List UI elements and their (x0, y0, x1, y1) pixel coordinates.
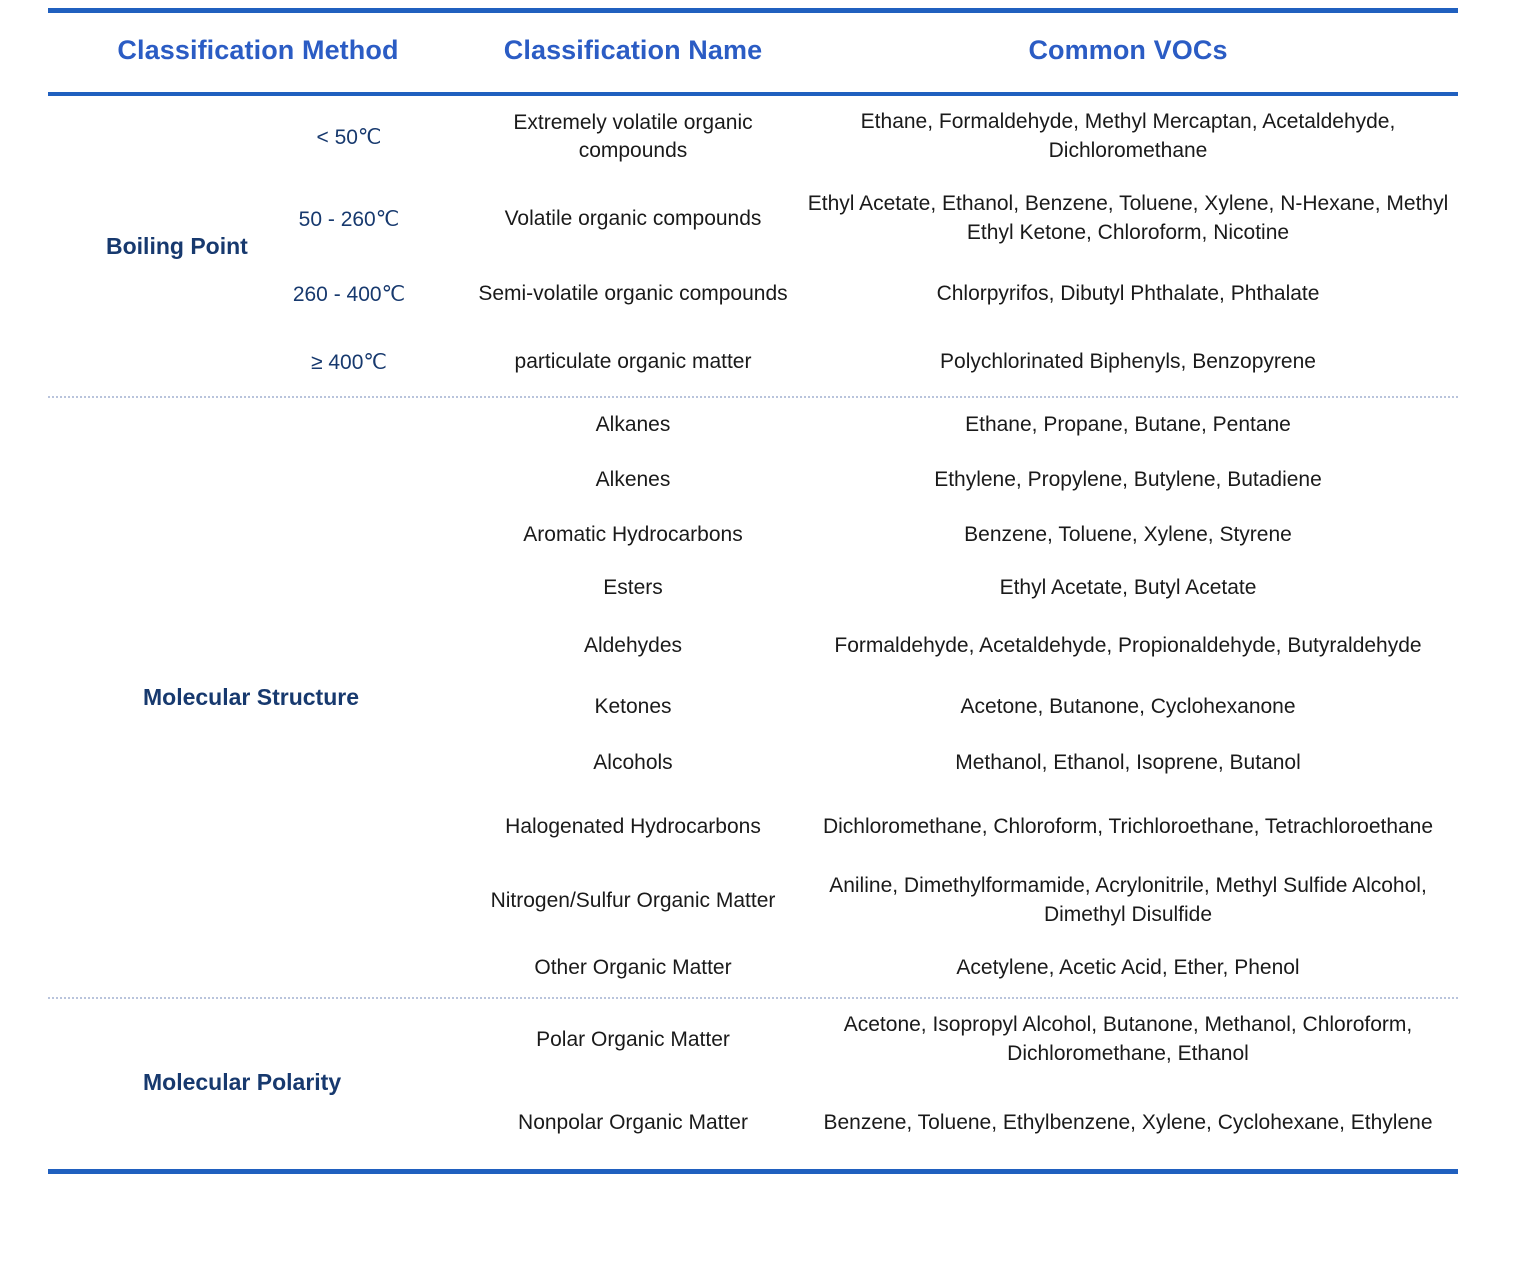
group-label-molecular-structure: Molecular Structure (143, 684, 359, 710)
classification-table (48, 13, 1458, 92)
group-molecular-structure (48, 398, 1458, 997)
classification-name: Aromatic Hydrocarbons (523, 523, 743, 547)
classification-name: Polar Organic Matter (536, 1027, 730, 1051)
classification-name: Ketones (594, 694, 672, 718)
boiling-range-2: 260 - 400℃ (292, 282, 406, 306)
common-vocs: Ethane, Formaldehyde, Methyl Mercaptan, Acetaldehyde, Dichloromethane (860, 110, 1396, 162)
common-vocs: Methanol, Ethanol, Isoprene, Butanol (955, 750, 1301, 774)
classification-name: Extremely volatile organic compounds (513, 110, 753, 162)
group-boiling-point (48, 96, 1458, 396)
common-vocs: Ethyl Acetate, Butyl Acetate (999, 575, 1257, 599)
column-header-classification-method: Classification Method (117, 35, 399, 65)
classification-name: Alkenes (595, 468, 671, 492)
boiling-range-1: 50 - 260℃ (298, 207, 400, 231)
table-row (48, 398, 1458, 453)
classification-name: Esters (603, 575, 663, 599)
table-header (48, 13, 1458, 92)
common-vocs: Acetone, Isopropyl Alcohol, Butanone, Methanol, Chloroform, Dichloromethane, Ethanol (843, 1013, 1413, 1065)
classification-name: Volatile organic compounds (504, 206, 762, 230)
classification-name: particulate organic matter (514, 349, 752, 373)
classification-name: Semi-volatile organic compounds (478, 281, 788, 305)
common-vocs: Ethyl Acetate, Ethanol, Benzene, Toluene, Xylene, N-Hexane, Methyl Ethyl Ketone, Chloroform, Nicotine (807, 192, 1449, 244)
classification-name: Nonpolar Organic Matter (518, 1110, 748, 1134)
common-vocs: Polychlorinated Biphenyls, Benzopyrene (940, 349, 1316, 373)
common-vocs: Formaldehyde, Acetaldehyde, Propionaldehyde, Butyraldehyde (834, 633, 1422, 657)
table-bottom-rule (48, 1169, 1458, 1174)
column-header-common-vocs: Common VOCs (1028, 35, 1228, 65)
classification-name: Other Organic Matter (534, 955, 732, 979)
boiling-range-0: < 50℃ (316, 125, 382, 149)
classification-name: Aldehydes (583, 633, 683, 657)
classification-name: Nitrogen/Sulfur Organic Matter (490, 888, 776, 912)
group-cell-boiling-point (48, 96, 468, 396)
common-vocs: Dichloromethane, Chloroform, Trichloroethane, Tetrachloroethane (822, 814, 1434, 838)
group-label-molecular-polarity: Molecular Polarity (143, 1068, 342, 1095)
common-vocs: Acetylene, Acetic Acid, Ether, Phenol (956, 955, 1300, 979)
column-header-classification-name: Classification Name (503, 35, 763, 65)
common-vocs: Chlorpyrifos, Dibutyl Phthalate, Phthalate (936, 281, 1320, 305)
classification-name: Alkanes (595, 413, 671, 437)
group-label-boiling-point: Boiling Point (106, 232, 248, 259)
table-row (48, 96, 1458, 178)
boiling-range-3: ≥ 400℃ (311, 350, 387, 374)
header-row (48, 13, 1458, 92)
voc-classification-table (48, 0, 1458, 1174)
common-vocs: Acetone, Butanone, Cyclohexanone (960, 694, 1296, 718)
common-vocs: Aniline, Dimethylformamide, Acrylonitrile, Methyl Sulfide Alcohol, Dimethyl Disulfide (829, 874, 1427, 926)
common-vocs: Ethane, Propane, Butane, Pentane (965, 413, 1291, 437)
common-vocs: Benzene, Toluene, Ethylbenzene, Xylene, Cyclohexane, Ethylene (823, 1110, 1433, 1134)
common-vocs: Ethylene, Propylene, Butylene, Butadiene (934, 468, 1322, 492)
common-vocs: Benzene, Toluene, Xylene, Styrene (964, 523, 1292, 547)
classification-name: Halogenated Hydrocarbons (505, 814, 761, 838)
table-row (48, 999, 1458, 1081)
group-molecular-polarity (48, 999, 1458, 1165)
classification-name: Alcohols (593, 750, 673, 774)
